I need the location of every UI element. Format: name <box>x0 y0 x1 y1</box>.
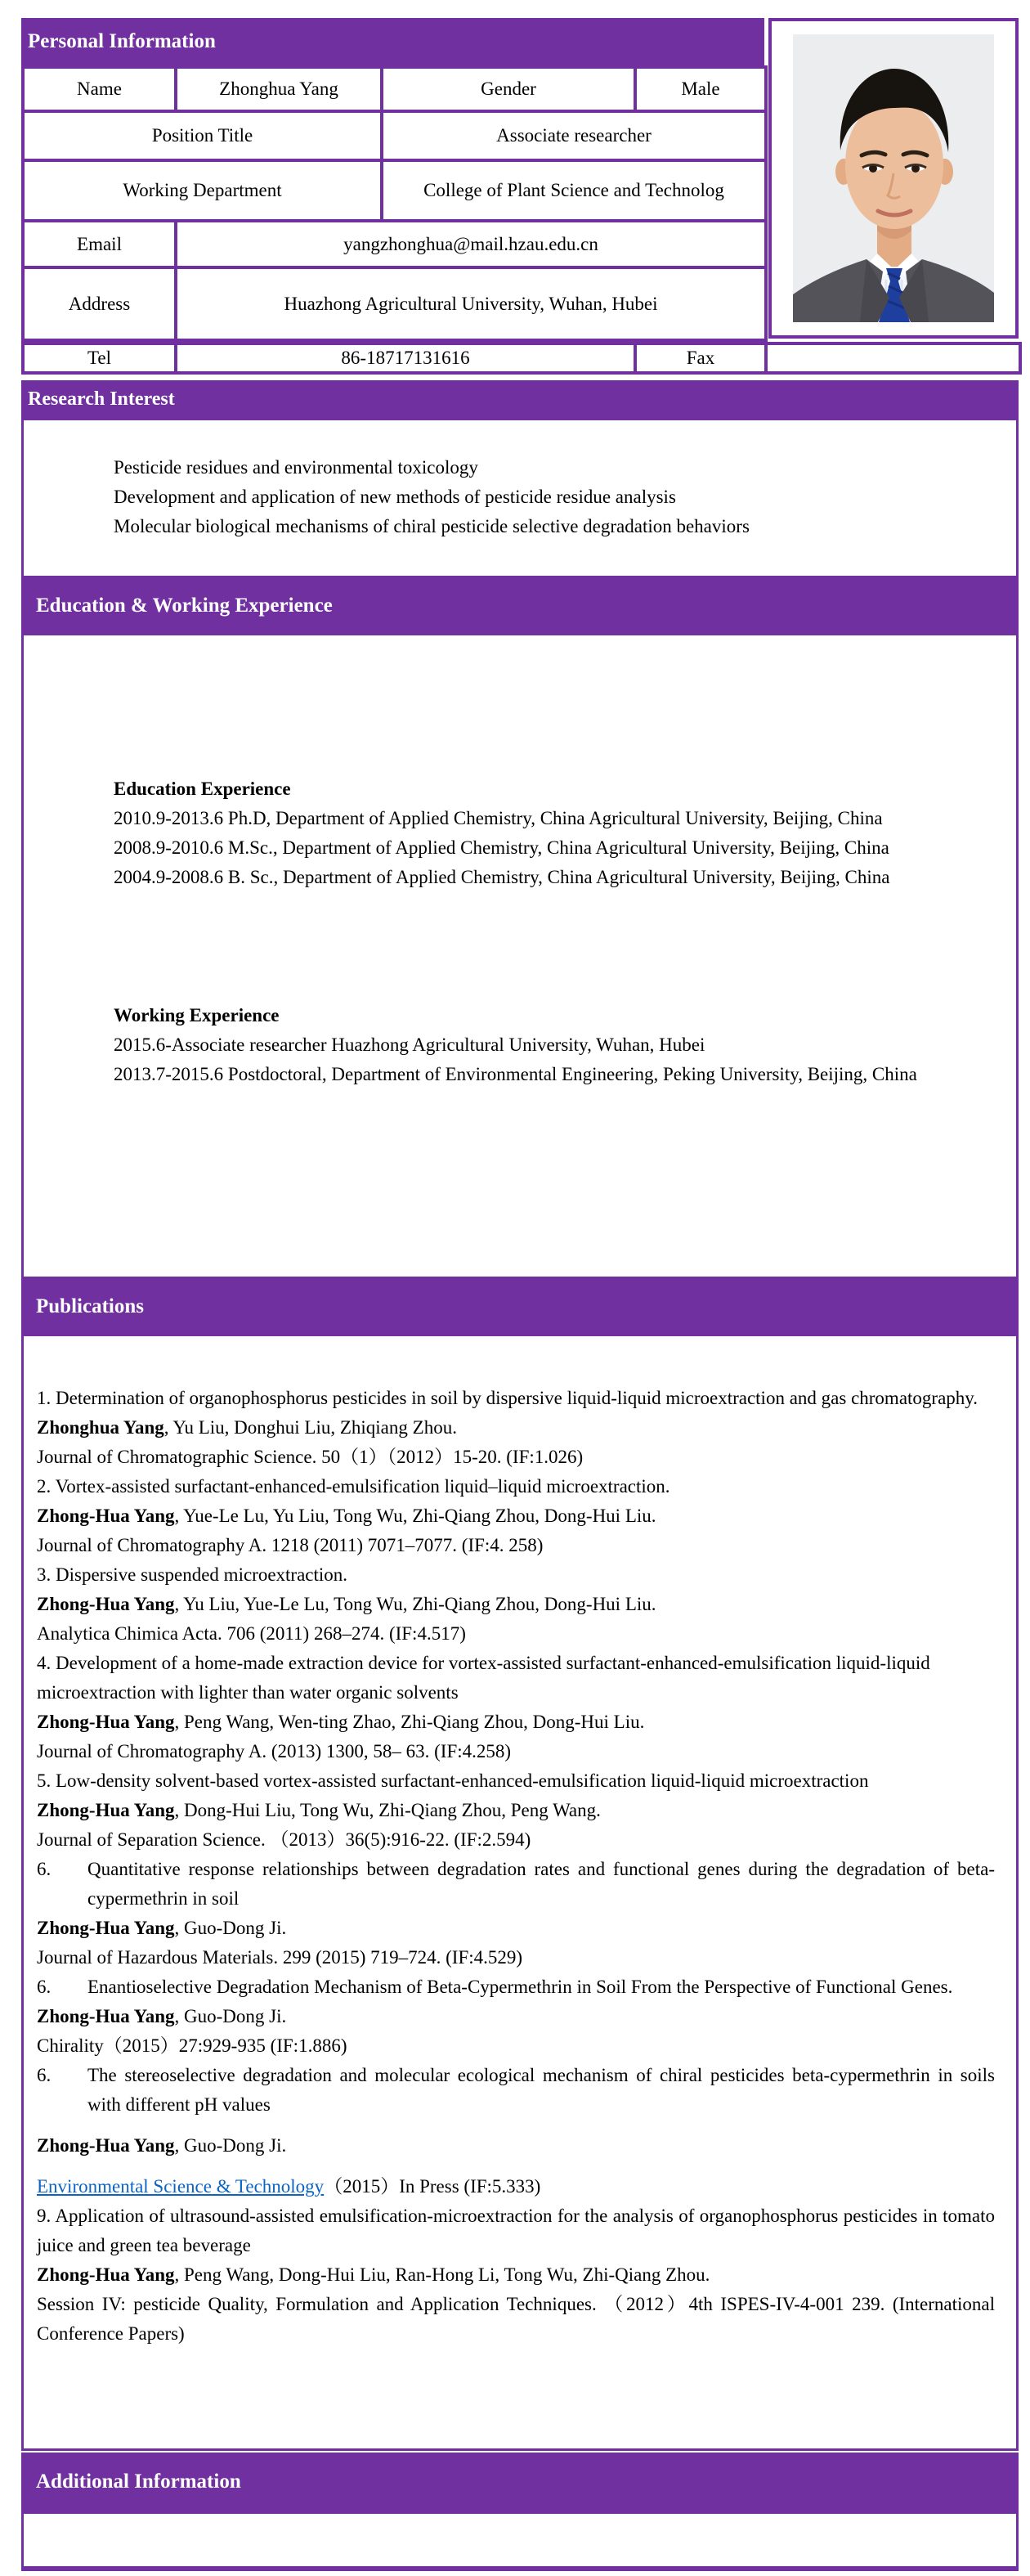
publications-header <box>21 1279 1019 1334</box>
fax-label-cell: Fax <box>635 343 766 373</box>
experience-header <box>21 578 1019 633</box>
publication-paragraph <box>37 2201 995 2260</box>
publication-text: Quantitative response relationships between degradation rates and functional genes during the degradation of beta-cypermethrin in soil <box>87 1859 995 1909</box>
research-interest-item: Pesticide residues and environmental toxicology <box>114 457 478 478</box>
tel-label-cell: Tel <box>23 343 176 373</box>
publication-text: , Guo-Dong Ji. <box>174 2006 287 2026</box>
education-item: 2008.9-2010.6 M.Sc., Department of Applied Chemistry, China Agricultural University, Beijing, China <box>114 837 889 858</box>
research-interest-header <box>21 380 1019 418</box>
publication-text: Enantioselective Degradation Mechanism of Beta-Cypermethrin in Soil From the Perspective of Functional Genes. <box>87 1977 953 1997</box>
experience-box <box>21 633 1019 1279</box>
publication-text: （2015）In Press (IF:5.333) <box>324 2176 541 2197</box>
publication-text: , Yu Liu, Yue-Le Lu, Tong Wu, Zhi-Qiang Zhou, Dong-Hui Liu. <box>174 1594 656 1614</box>
publication-text: Journal of Chromatography A. 1218 (2011) 7071–7077. (IF:4. 258) <box>37 1535 544 1555</box>
publication-paragraph <box>37 1560 995 1590</box>
publication-paragraph <box>37 2290 995 2349</box>
department-value-cell: College of Plant Science and Technolog <box>382 160 766 221</box>
publication-text: 2. Vortex-assisted surfactant-enhanced-emulsification liquid–liquid microextraction. <box>37 1476 670 1497</box>
additional-information-title: Additional Information <box>36 2471 241 2493</box>
publication-number: 6. <box>37 1859 52 1879</box>
publication-number: 6. <box>37 2065 52 2085</box>
education-experience-heading: Education Experience <box>114 779 291 799</box>
research-interest-title: Research Interest <box>28 388 175 410</box>
publication-paragraph <box>37 1855 995 1914</box>
working-items <box>74 1030 1006 1089</box>
publication-paragraph <box>37 1443 995 1472</box>
additional-information-box <box>21 2511 1019 2571</box>
publication-text: 4. Development of a home-made extraction device for vortex-assisted surfactant-enhanced-emulsification liquid-liquid microextraction with lighter than water organic solvents <box>37 1653 930 1703</box>
publication-paragraph <box>37 1943 995 1972</box>
publication-text: Journal of Separation Science. （2013）36(5):916-22. (IF:2.594) <box>37 1829 531 1850</box>
table-row <box>23 267 766 340</box>
author-name-bold: Zhong-Hua Yang <box>37 1918 175 1938</box>
publication-paragraph <box>37 1796 995 1825</box>
research-interest-box <box>21 418 1019 578</box>
personal-information-title: Personal Information <box>28 30 216 52</box>
email-label-cell: Email <box>23 221 176 267</box>
author-name-bold: Zhong-Hua Yang <box>37 1800 175 1820</box>
working-experience-heading: Working Experience <box>114 1005 280 1025</box>
publication-number: 6. <box>37 1977 52 1997</box>
publication-paragraph <box>37 1914 995 1943</box>
photo-face <box>845 101 943 229</box>
position-label-cell: Position Title <box>23 111 382 160</box>
publication-text: Journal of Chromatographic Science. 50（1）（2012）15-20. (IF:1.026) <box>37 1447 584 1467</box>
publication-paragraph <box>37 2172 995 2201</box>
research-interest-item: Development and application of new methods of pesticide residue analysis <box>114 487 676 507</box>
profile-photo-frame <box>768 18 1019 339</box>
table-row <box>23 221 766 267</box>
publication-text: , Guo-Dong Ji. <box>174 1918 287 1938</box>
experience-title: Education & Working Experience <box>36 594 333 617</box>
publication-text: Chirality（2015）27:929-935 (IF:1.886) <box>37 2035 347 2056</box>
position-value-cell: Associate researcher <box>382 111 766 160</box>
publication-text: , Yue-Le Lu, Yu Liu, Tong Wu, Zhi-Qiang Zhou, Dong-Hui Liu. <box>174 1506 656 1526</box>
publication-paragraph <box>37 2031 995 2061</box>
publication-text: 1. Determination of organophosphorus pesticides in soil by dispersive liquid-liquid microextraction and gas chromatography. <box>37 1388 978 1408</box>
author-name-bold: Zhong-Hua Yang <box>37 1712 175 1732</box>
personal-information-header <box>21 18 764 65</box>
working-item: 2015.6-Associate researcher Huazhong Agricultural University, Wuhan, Hubei <box>114 1034 705 1055</box>
table-row <box>23 67 766 111</box>
additional-information-header <box>21 2453 1019 2511</box>
publication-text: , Peng Wang, Dong-Hui Liu, Ran-Hong Li, Tong Wu, Zhi-Qiang Zhou. <box>174 2264 710 2285</box>
publication-paragraph <box>37 2061 995 2120</box>
working-item: 2013.7-2015.6 Postdoctoral, Department of Environmental Engineering, Peking University, Beijing, China <box>114 1064 917 1084</box>
publication-paragraph <box>37 1766 995 1796</box>
publication-text: Journal of Hazardous Materials. 299 (2015) 719–724. (IF:4.529) <box>37 1947 523 1968</box>
table-row <box>23 111 766 160</box>
author-name-bold: Zhong-Hua Yang <box>37 2264 175 2285</box>
publication-text: Journal of Chromatography A. (2013) 1300, 58– 63. (IF:4.258) <box>37 1741 512 1761</box>
publication-paragraph <box>37 2260 995 2290</box>
profile-photo <box>793 34 994 322</box>
author-name-bold: Zhong-Hua Yang <box>37 1594 175 1614</box>
education-item: 2010.9-2013.6 Ph.D, Department of Applied Chemistry, China Agricultural University, Beijing, China <box>114 808 883 828</box>
table-row <box>23 343 1020 373</box>
research-interest-item: Molecular biological mechanisms of chiral pesticide selective degradation behaviors <box>114 516 750 536</box>
address-value-cell: Huazhong Agricultural University, Wuhan, Hubei <box>176 267 766 340</box>
author-name-bold: Zhong-Hua Yang <box>37 1506 175 1526</box>
working-block <box>74 1001 1006 1089</box>
publication-paragraph <box>37 1501 995 1531</box>
publication-text: The stereoselective degradation and molecular ecological mechanism of chiral pesticides beta-cypermethrin in soils with different pH values <box>87 2065 995 2115</box>
publication-text: 3. Dispersive suspended microextraction. <box>37 1564 348 1585</box>
publication-paragraph <box>37 1972 995 2002</box>
publication-paragraph <box>37 1413 995 1443</box>
personal-table-column <box>21 18 764 342</box>
publication-paragraph <box>37 1384 995 1413</box>
publication-paragraph <box>37 1590 995 1619</box>
publication-paragraph <box>37 1825 995 1855</box>
publication-text: 9. Application of ultrasound-assisted emulsification-microextraction for the analysis of organophosphorus pesticides in tomato juice and green tea beverage <box>37 2206 995 2255</box>
name-label-cell: Name <box>23 67 176 111</box>
personal-info-table <box>21 65 768 342</box>
education-items <box>74 804 1006 892</box>
gender-label-cell: Gender <box>382 67 635 111</box>
publications-list <box>37 1384 995 2349</box>
publication-paragraph <box>37 1708 995 1737</box>
journal-link[interactable]: Environmental Science & Technology <box>37 2176 325 2197</box>
tel-value-cell: 86-18717131616 <box>176 343 635 373</box>
publication-text: , Guo-Dong Ji. <box>174 2135 287 2156</box>
department-label-cell: Working Department <box>23 160 382 221</box>
publication-paragraph <box>37 2131 995 2161</box>
fax-value-cell <box>766 343 1020 373</box>
publication-text: Analytica Chimica Acta. 706 (2011) 268–274. (IF:4.517) <box>37 1623 466 1644</box>
publication-paragraph <box>37 1619 995 1649</box>
publication-paragraph <box>37 2002 995 2031</box>
personal-info-section <box>21 18 1019 342</box>
publications-box <box>21 1334 1019 2451</box>
tel-fax-table <box>21 342 1022 375</box>
publication-text: , Peng Wang, Wen-ting Zhao, Zhi-Qiang Zhou, Dong-Hui Liu. <box>174 1712 645 1732</box>
address-label-cell: Address <box>23 267 176 340</box>
publication-paragraph <box>37 1531 995 1560</box>
publication-paragraph <box>37 1737 995 1766</box>
publication-paragraph <box>37 1472 995 1501</box>
author-name-bold: Zhonghua Yang <box>37 1417 164 1438</box>
table-row <box>23 160 766 221</box>
author-name-bold: Zhong-Hua Yang <box>37 2006 175 2026</box>
publication-paragraph <box>37 1649 995 1708</box>
publication-text: Session IV: pesticide Quality, Formulation and Application Techniques. （2012）4th ISPES-IV-4-001 239. (International Conference Papers) <box>37 2294 995 2344</box>
email-value-cell: yangzhonghua@mail.hzau.edu.cn <box>176 221 766 267</box>
author-name-bold: Zhong-Hua Yang <box>37 2135 175 2156</box>
gender-value-cell: Male <box>635 67 766 111</box>
name-value-cell: Zhonghua Yang <box>176 67 382 111</box>
publication-text: 5. Low-density solvent-based vortex-assisted surfactant-enhanced-emulsification liquid-liquid microextraction <box>37 1770 869 1791</box>
education-item: 2004.9-2008.6 B. Sc., Department of Applied Chemistry, China Agricultural University, Beijing, China <box>114 867 890 887</box>
publication-text: , Yu Liu, Donghui Liu, Zhiqiang Zhou. <box>163 1417 457 1438</box>
publications-title: Publications <box>36 1295 144 1317</box>
research-interest-list <box>74 453 1006 541</box>
publication-text: , Dong-Hui Liu, Tong Wu, Zhi-Qiang Zhou, Peng Wang. <box>174 1800 601 1820</box>
